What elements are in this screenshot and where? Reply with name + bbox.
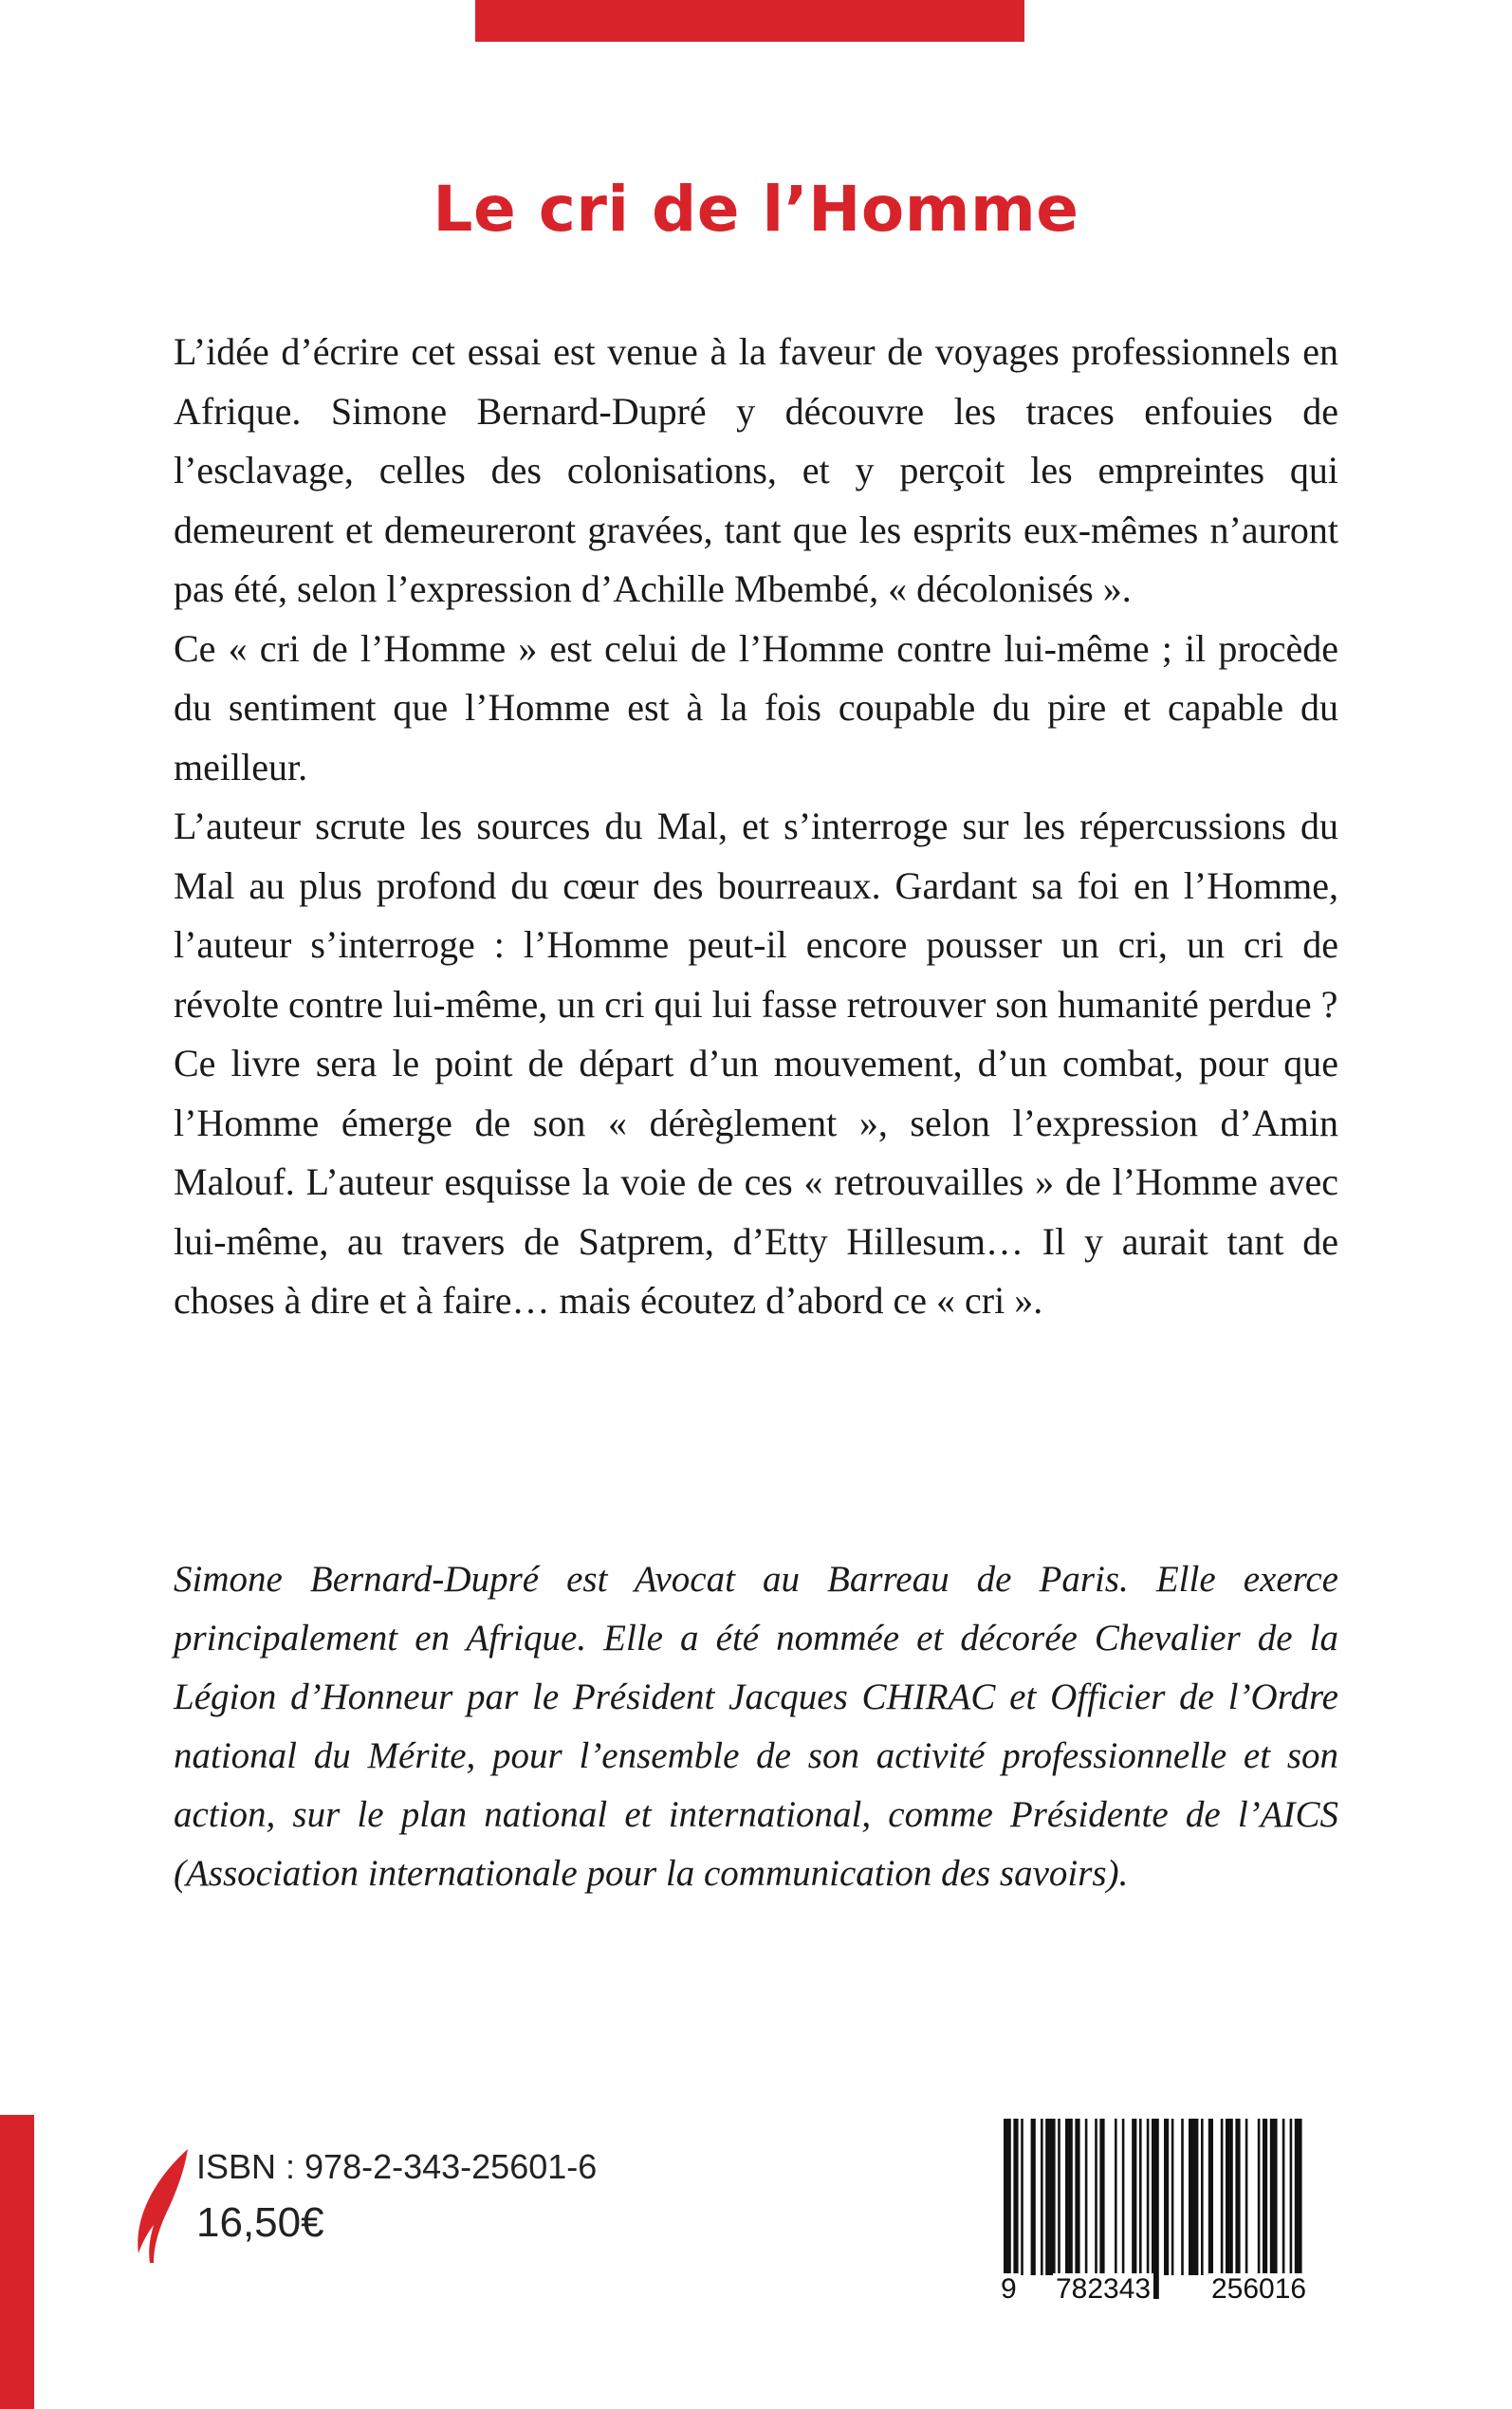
barcode-bar [1031, 2119, 1036, 2275]
price-label: 16,50€ [196, 2199, 324, 2246]
barcode-bar [1021, 2119, 1023, 2275]
barcode-bar [1226, 2119, 1233, 2275]
barcode-first-digit: 9 [998, 2273, 1020, 2306]
blurb-paragraph: Ce livre sera le point de départ d’un mouvement, d’un combat, pour que l’Homme émerge de son « dérèglement », selon l’expression d’Amin Malouf. L’auteur esquisse la voie de ces « retrouvailles » de l’Homme avec lui-même, au travers de Satprem, d’Etty Hillesum… Il y aurait tant de choses à dire et à faire… mais écoutez d’abord ce « cri ». [174, 1042, 1338, 1322]
barcode-bar [1181, 2119, 1184, 2275]
blurb-paragraph: Ce « cri de l’Homme » est celui de l’Homme contre lui-même ; il procède du sentiment que l’Homme est à la fois coupable du pire et capable du meilleur. [174, 626, 1338, 788]
barcode-bar [1132, 2119, 1136, 2275]
barcode-bar [1201, 2119, 1204, 2275]
barcode-bar [1099, 2119, 1104, 2275]
barcode-bar [1258, 2119, 1261, 2275]
barcode-bar [1147, 2119, 1150, 2275]
barcode-bar [1235, 2119, 1240, 2275]
barcode-left-group: 782343 [1053, 2273, 1153, 2306]
barcode-bar [1208, 2119, 1213, 2275]
blurb-paragraph: L’auteur scrute les sources du Mal, et s’interroge sur les répercussions du Mal au plus profond du cœur des bourreaux. Gardant sa foi en l’Homme, l’auteur s’interroge : l’Homme peut-il encore pousser un cri, un cri de révolte contre lui-même, un cri qui lui fasse retrouver son humanité perdue ? [174, 805, 1338, 1026]
left-accent-bar [0, 2115, 34, 2409]
barcode-bar [1295, 2119, 1302, 2299]
barcode-bar [1065, 2119, 1073, 2275]
barcode-bar [1058, 2119, 1060, 2275]
barcode-bar [1013, 2119, 1018, 2299]
barcode-bar [1085, 2119, 1088, 2275]
blurb-paragraph: L’idée d’écrire cet essai est venue à la faveur de voyages professionnels en Afrique. Simone Bernard-Dupré y découvre les traces enfouies de l’esclavage, celles des colonisations, et y perçoit les empreintes qui demeurent et demeureront gravées, tant que les esprits eux-mêmes n’auront pas été, selon l’expression d’Achille Mbembé, « décolonisés ». [174, 330, 1338, 610]
book-title: Le cri de l’Homme [433, 173, 1079, 246]
barcode-bar [1139, 2119, 1142, 2275]
barcode-bar [1171, 2119, 1174, 2275]
barcode-bar [1152, 2119, 1159, 2299]
barcode-bar [1290, 2119, 1293, 2275]
barcode-bar [1263, 2119, 1267, 2275]
barcode-bar [1041, 2119, 1043, 2275]
barcode-bar [1245, 2119, 1248, 2275]
isbn-label: ISBN : 978-2-343-25601-6 [196, 2147, 598, 2186]
top-accent-bar [475, 0, 1024, 42]
barcode-right-group: 256016 [1208, 2273, 1309, 2306]
barcode-bar [1095, 2119, 1097, 2275]
blurb-text [174, 323, 1338, 1331]
barcode-bar [1221, 2119, 1224, 2275]
barcode-bar [1270, 2119, 1278, 2275]
barcode-bar [1189, 2119, 1198, 2275]
author-bio: Simone Bernard-Dupré est Avocat au Barreau de Paris. Elle exerce principalement en Afrique. Elle a été nommée et décorée Chevalier de la Légion d’Honneur par le Président Jacques CHIRAC et Officier de l’Ordre national du Mérite, pour l’ensemble de son activité professionnelle et son action, sur le plan national et international, comme Présidente de l’AICS (Association internationale pour la communication des savoirs). [174, 1559, 1338, 1894]
barcode-bar [1075, 2119, 1079, 2275]
barcode-bar [1045, 2119, 1055, 2275]
barcode-bar [1282, 2119, 1285, 2275]
barcode-bar [1004, 2119, 1011, 2299]
barcode-bar [1164, 2119, 1169, 2275]
barcode-bar [1122, 2119, 1125, 2275]
barcode-bar [1115, 2119, 1117, 2275]
